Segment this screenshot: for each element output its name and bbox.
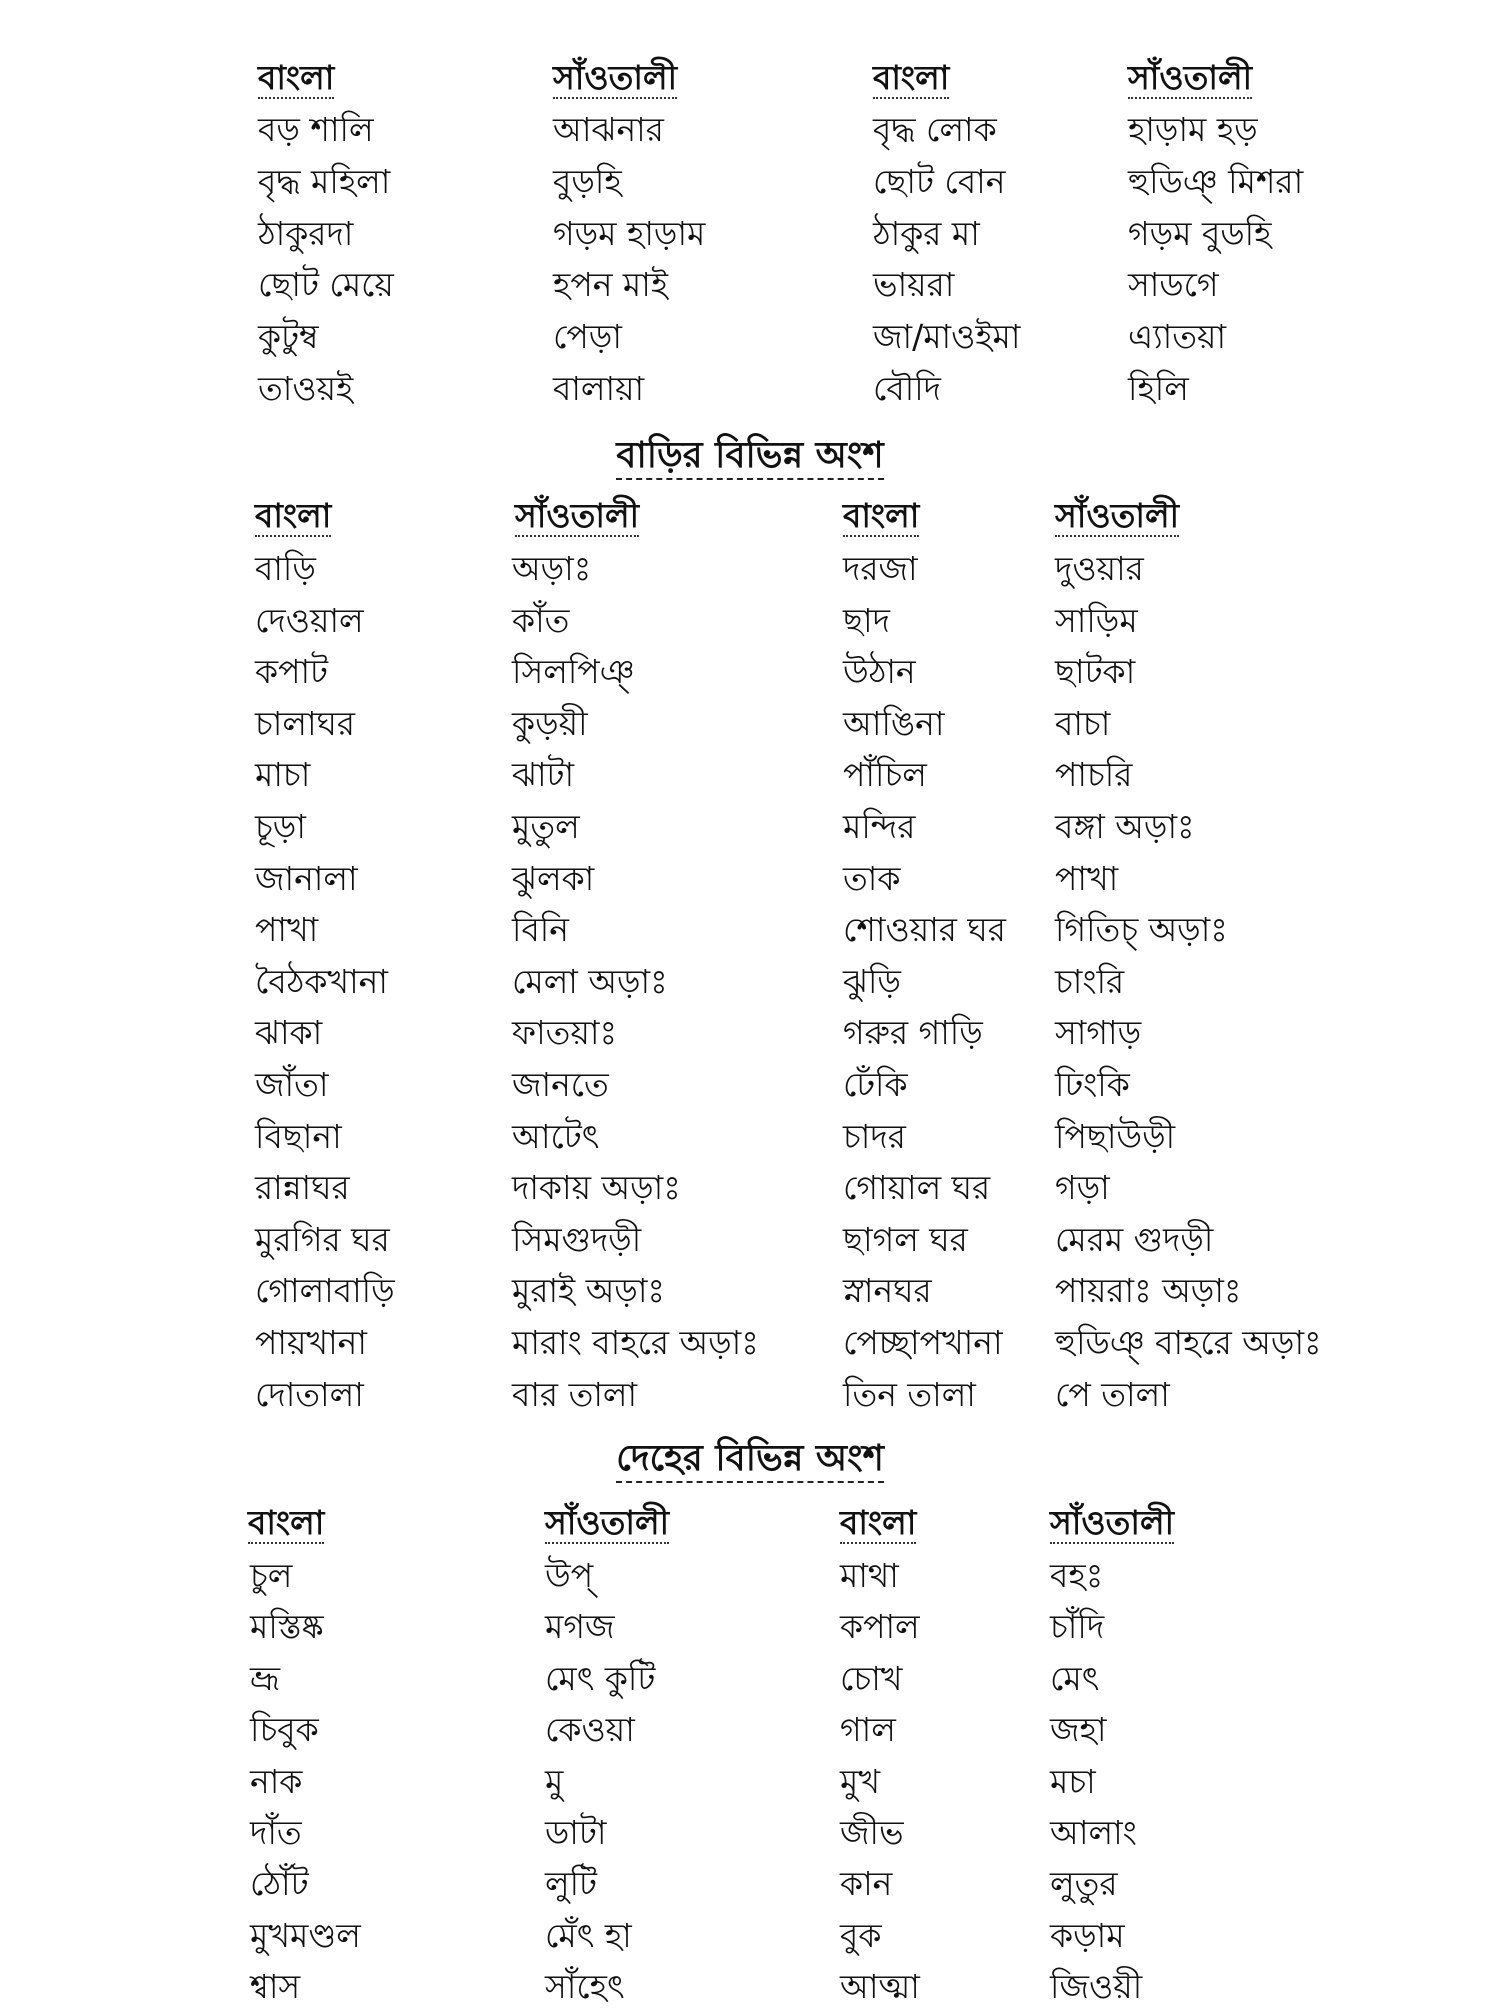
bangla-word: রান্নাঘর <box>255 1168 350 1207</box>
bangla-word: শোওয়ার ঘর <box>843 910 1006 949</box>
bangla-word: নাক <box>250 1762 303 1801</box>
bangla-word: দোতালা <box>255 1375 364 1414</box>
bangla-word: ঝুড়ি <box>843 962 901 1001</box>
bangla-word: উঠান <box>843 652 916 691</box>
table-header <box>0 1497 1500 1549</box>
santali-word: লুটি <box>545 1864 598 1903</box>
bangla-word: শ্বাস <box>250 1967 301 2006</box>
header-santali: সাঁওতালী <box>1050 1503 1175 1542</box>
santali-word: আঝনার <box>553 110 664 149</box>
header-bangla: বাংলা <box>248 1503 325 1542</box>
santali-word: সাড়িম <box>1055 601 1138 640</box>
santali-word: সিমগুদড়ী <box>512 1220 642 1259</box>
table-row <box>0 1059 1500 1111</box>
santali-word: সাঁহেৎ <box>545 1967 625 2006</box>
header-santali: সাঁওতালী <box>545 1503 670 1542</box>
santali-word: এ্যাতয়া <box>1128 317 1227 356</box>
bangla-word: স্নানঘর <box>843 1271 932 1310</box>
bangla-word: বড় শালি <box>258 110 374 149</box>
bangla-word: বৌদি <box>873 369 941 408</box>
bangla-word: পায়খানা <box>255 1323 367 1362</box>
bangla-word: ছোট মেয়ে <box>258 265 394 304</box>
bangla-word: ঢেঁকি <box>843 1065 908 1104</box>
bangla-word: তাক <box>843 859 901 898</box>
santali-word: মারাং বাহরে অড়াঃ <box>512 1323 759 1362</box>
bangla-word: মাচা <box>255 755 311 794</box>
santali-word: অড়াঃ <box>512 549 592 588</box>
bangla-word: মন্দির <box>843 807 916 846</box>
table-row <box>0 853 1500 905</box>
bangla-word: চাদর <box>843 1117 906 1156</box>
santali-word: আলাং <box>1050 1813 1137 1852</box>
table-row <box>0 311 1500 363</box>
table-row <box>0 208 1500 260</box>
santali-word: হুডিঞ্ বাহরে অড়াঃ <box>1055 1323 1322 1362</box>
bangla-word: ভ্রূ <box>250 1659 281 1698</box>
bangla-word: আত্মা <box>840 1967 920 2006</box>
table-row <box>0 904 1500 956</box>
santali-word: উপ্ <box>545 1556 594 1595</box>
bangla-word: চিবুক <box>250 1710 319 1749</box>
santali-word: মেৎ কুটি <box>545 1659 656 1698</box>
santali-word: ফাতয়াঃ <box>512 1013 618 1052</box>
santali-word: হুডিঞ্ মিশরা <box>1128 162 1304 201</box>
santali-word: কাঁত <box>512 601 570 640</box>
santali-word: দুওয়ার <box>1055 549 1144 588</box>
table-row <box>0 1550 1500 1602</box>
table-row <box>0 698 1500 750</box>
santali-word: হাড়াম হড় <box>1128 110 1258 149</box>
santali-word: পিছাউড়ী <box>1055 1117 1176 1156</box>
table-row <box>0 543 1500 595</box>
bangla-word: তিন তালা <box>843 1375 976 1414</box>
bangla-word: গরুর গাড়ি <box>843 1013 983 1052</box>
table-row <box>0 1858 1500 1910</box>
bangla-word: বাড়ি <box>255 549 316 588</box>
table-header <box>0 52 1500 104</box>
header-bangla: বাংলা <box>840 1503 917 1542</box>
bangla-word: জানালা <box>255 859 358 898</box>
table-row <box>0 1807 1500 1859</box>
bangla-word: জাঁতা <box>255 1065 329 1104</box>
bangla-word: ঝাকা <box>255 1013 323 1052</box>
bangla-word: চূড়া <box>255 807 306 846</box>
header-bangla: বাংলা <box>255 496 332 535</box>
table-row <box>0 104 1500 156</box>
bangla-word: দেওয়াল <box>255 601 364 640</box>
santali-word: সিলপিঞ্ <box>512 652 635 691</box>
header-bangla: বাংলা <box>843 496 920 535</box>
bangla-word: মাথা <box>840 1556 899 1595</box>
bangla-word: চোখ <box>840 1659 903 1698</box>
santali-word: মুতুল <box>512 807 580 846</box>
table-row <box>0 1704 1500 1756</box>
santali-word: চাঁদি <box>1050 1607 1105 1646</box>
santali-word: বার তালা <box>512 1375 638 1414</box>
bangla-word: দাঁত <box>250 1813 302 1852</box>
header-bangla: বাংলা <box>258 58 335 97</box>
bangla-word: গোলাবাড়ি <box>255 1271 395 1310</box>
santali-word: কড়াম <box>1050 1916 1125 1955</box>
bangla-word: জা/মাওইমা <box>873 317 1021 356</box>
table-row <box>0 956 1500 1008</box>
bangla-word: কপাল <box>840 1607 920 1646</box>
santali-word: বাচা <box>1055 704 1111 743</box>
table-row <box>0 1162 1500 1214</box>
santali-word: মু <box>545 1762 564 1801</box>
table-row <box>0 1214 1500 1266</box>
santali-word: মগজ <box>545 1607 615 1646</box>
bangla-word: ছাদ <box>843 601 890 640</box>
header-santali: সাঁওতালী <box>515 496 640 535</box>
santali-word: গিতিচ্ অড়াঃ <box>1055 910 1228 949</box>
bangla-word: আঙিনা <box>843 704 945 743</box>
table-row <box>0 363 1500 415</box>
santali-word: মেলা অড়াঃ <box>512 962 668 1001</box>
santali-word: মেঁৎ হা <box>545 1916 632 1955</box>
bangla-word: বিছানা <box>255 1117 342 1156</box>
santali-word: কুড়য়ী <box>512 704 588 743</box>
santali-word: চাংরি <box>1055 962 1125 1001</box>
bangla-word: কুটুম্ব <box>258 317 319 356</box>
table-row <box>0 156 1500 208</box>
bangla-word: তাওয়ই <box>258 369 354 408</box>
santali-word: পেড়া <box>553 317 622 356</box>
bangla-word: বুক <box>840 1916 882 1955</box>
santali-word: জিওয়ী <box>1050 1967 1143 2006</box>
table-row <box>0 1265 1500 1317</box>
bangla-word: মুখমণ্ডল <box>250 1916 361 1955</box>
bangla-word: জীভ <box>840 1813 904 1852</box>
bangla-word: ঠোঁট <box>250 1864 309 1903</box>
bangla-word: পাখা <box>255 910 319 949</box>
santali-word: জহা <box>1050 1710 1107 1749</box>
table-row <box>0 1111 1500 1163</box>
santali-word: গড়ম বুডহি <box>1128 214 1272 253</box>
santali-word: বুড়হি <box>553 162 622 201</box>
header-bangla: বাংলা <box>873 58 950 97</box>
table-row <box>0 1756 1500 1808</box>
santali-word: ঝাটা <box>512 755 575 794</box>
bangla-word: ঠাকুরদা <box>258 214 354 253</box>
santali-word: ঢিংকি <box>1055 1065 1130 1104</box>
santali-word: দাকায় অড়াঃ <box>512 1168 681 1207</box>
bangla-word: মস্তিষ্ক <box>250 1607 324 1646</box>
bangla-word: চালাঘর <box>255 704 356 743</box>
santali-word: বহঃ <box>1050 1556 1104 1595</box>
bangla-word: ঠাকুর মা <box>873 214 980 253</box>
santali-word: বালায়া <box>553 369 645 408</box>
table-row <box>0 1317 1500 1369</box>
bangla-word: মুখ <box>840 1762 880 1801</box>
bangla-word: চুল <box>250 1556 293 1595</box>
section-title: দেহের বিভিন্ন অংশ <box>0 1435 1500 1483</box>
santali-word: কেওয়া <box>545 1710 635 1749</box>
santali-word: মচা <box>1050 1762 1096 1801</box>
bangla-word: কান <box>840 1864 893 1903</box>
table-row <box>0 1961 1500 2013</box>
bangla-word: ছোট বোন <box>873 162 1006 201</box>
table-row <box>0 749 1500 801</box>
santali-word: গড়ম হাড়াম <box>553 214 706 253</box>
bangla-word: কপাট <box>255 652 329 691</box>
bangla-word: পেচ্ছাপখানা <box>843 1323 1003 1362</box>
santali-word: পায়রাঃ অড়াঃ <box>1055 1271 1242 1310</box>
santali-word: জানতে <box>512 1065 609 1104</box>
table-row <box>0 1910 1500 1962</box>
santali-word: ছাটকা <box>1055 652 1136 691</box>
table-row <box>0 646 1500 698</box>
santali-word: আটেৎ <box>512 1117 600 1156</box>
table-row <box>0 1007 1500 1059</box>
santali-word: পে তালা <box>1055 1375 1170 1414</box>
table-row <box>0 1369 1500 1421</box>
bangla-word: ভায়রা <box>873 265 955 304</box>
santali-word: হপন মাই <box>553 265 668 304</box>
section-title: বাড়ির বিভিন্ন অংশ <box>0 432 1500 480</box>
header-santali: সাঁওতালী <box>1055 496 1180 535</box>
bangla-word: বৃদ্ধ লোক <box>873 110 997 149</box>
header-santali: সাঁওতালী <box>553 58 678 97</box>
santali-word: ঝুলকা <box>512 859 595 898</box>
santali-word: হিলি <box>1128 369 1189 408</box>
santali-word: বিনি <box>512 910 569 949</box>
table-row <box>0 801 1500 853</box>
santali-word: লুতুর <box>1050 1864 1118 1903</box>
santali-word: মুরাই অড়াঃ <box>512 1271 666 1310</box>
bangla-word: গোয়াল ঘর <box>843 1168 991 1207</box>
bangla-word: গাল <box>840 1710 896 1749</box>
santali-word: পাখা <box>1055 859 1119 898</box>
bangla-word: বৃদ্ধ মহিলা <box>258 162 391 201</box>
table-row <box>0 1601 1500 1653</box>
santali-word: ডাটা <box>545 1813 607 1852</box>
santali-word: পাচরি <box>1055 755 1133 794</box>
santali-word: মেরম গুদড়ী <box>1055 1220 1214 1259</box>
header-santali: সাঁওতালী <box>1128 58 1253 97</box>
santali-word: মেৎ <box>1050 1659 1100 1698</box>
table-header <box>0 490 1500 542</box>
santali-word: গড়া <box>1055 1168 1110 1207</box>
table-row <box>0 595 1500 647</box>
santali-word: বঙ্গা অড়াঃ <box>1055 807 1195 846</box>
table-row <box>0 259 1500 311</box>
table-row <box>0 1653 1500 1705</box>
bangla-word: মুরগির ঘর <box>255 1220 390 1259</box>
bangla-word: ছাগল ঘর <box>843 1220 968 1259</box>
bangla-word: পাঁচিল <box>843 755 927 794</box>
santali-word: সাডগে <box>1128 265 1219 304</box>
bangla-word: বৈঠকখানা <box>255 962 388 1001</box>
bangla-word: দরজা <box>843 549 918 588</box>
santali-word: সাগাড় <box>1055 1013 1142 1052</box>
